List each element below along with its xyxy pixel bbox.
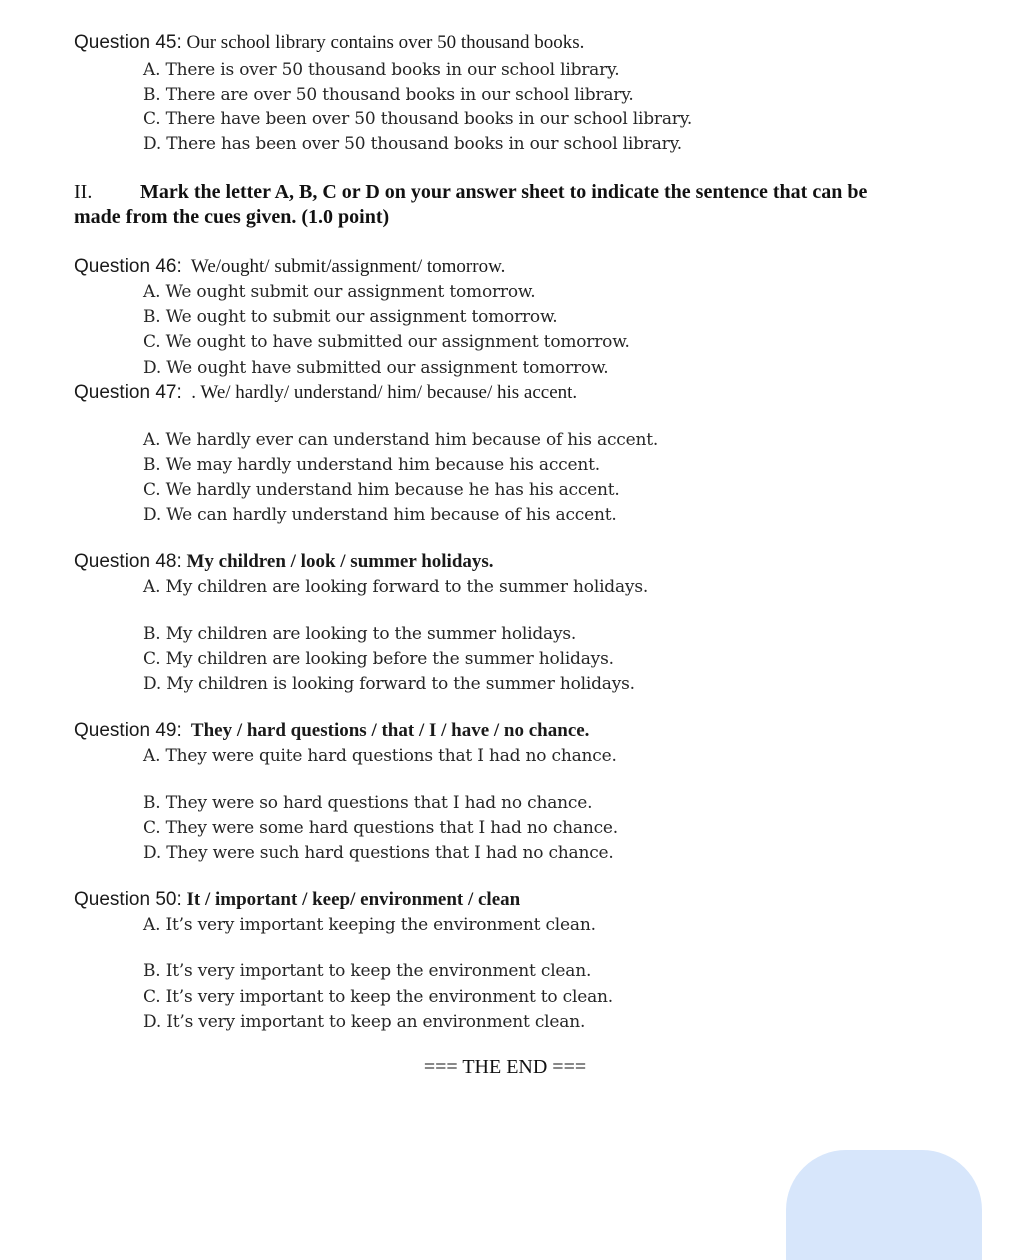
option-d: D. They were such hard questions that I had no chance. [143,843,614,863]
option-a: A. We hardly ever can understand him because of his accent. [143,430,659,450]
question-label: Question 50: [74,889,182,910]
question-46-heading [74,256,505,278]
option-d: D. There has been over 50 thousand books in our school library. [143,134,682,154]
option-d: D. We ought have submitted our assignment tomorrow. [143,358,609,378]
option-b: B. It’s very important to keep the environment clean. [143,961,592,981]
option-a: A. They were quite hard questions that I had no chance. [143,746,617,766]
end-marker: === THE END === [423,1056,587,1078]
section-line-1: Mark the letter A, B, C or D on your answer sheet to indicate the sentence that can be [140,181,868,203]
option-d: D. We can hardly understand him because of his accent. [143,505,617,525]
option-a: A. It’s very important keeping the environment clean. [143,915,596,935]
question-label: Question 45: [74,32,182,53]
option-b: B. We ought to submit our assignment tomorrow. [143,307,558,327]
question-label: Question 46: [74,256,182,277]
question-stem: We/ought/ submit/assignment/ tomorrow. [181,256,506,277]
question-stem: They / hard questions / that / I / have / no chance. [181,720,590,741]
question-label: Question 48: [74,551,182,572]
option-c: C. We ought to have submitted our assignment tomorrow. [143,332,630,352]
question-stem: Our school library contains over 50 thousand books. [181,32,585,53]
question-50-heading [74,889,520,911]
option-b: B. They were so hard questions that I had no chance. [143,793,593,813]
option-c: C. There have been over 50 thousand books in our school library. [143,109,693,129]
question-49-heading [74,720,589,742]
option-a: A. We ought submit our assignment tomorrow. [143,282,536,302]
question-47-heading [74,382,577,404]
question-stem: . We/ hardly/ understand/ him/ because/ his accent. [181,382,578,403]
option-c: C. They were some hard questions that I had no chance. [143,818,618,838]
section-number: II. [74,181,93,203]
question-label: Question 47: [74,382,182,403]
question-label: Question 49: [74,720,182,741]
floating-action-shape[interactable] [786,1150,982,1260]
option-b: B. My children are looking to the summer holidays. [143,624,577,644]
option-b: B. We may hardly understand him because his accent. [143,455,600,475]
option-c: C. It’s very important to keep the environment to clean. [143,987,613,1007]
option-c: C. We hardly understand him because he has his accent. [143,480,620,500]
option-c: C. My children are looking before the summer holidays. [143,649,614,669]
option-a: A. There is over 50 thousand books in our school library. [143,60,620,80]
option-d: D. My children is looking forward to the summer holidays. [143,674,635,694]
question-48-heading [74,551,494,573]
section-instructions [74,180,914,230]
option-a: A. My children are looking forward to the summer holidays. [143,577,649,597]
section-line-2: made from the cues given. (1.0 point) [74,206,390,228]
question-stem: My children / look / summer holidays. [181,551,494,572]
question-stem: It / important / keep/ environment / clean [181,889,521,910]
option-b: B. There are over 50 thousand books in our school library. [143,85,634,105]
question-45-heading [74,32,584,54]
option-d: D. It’s very important to keep an environment clean. [143,1012,586,1032]
